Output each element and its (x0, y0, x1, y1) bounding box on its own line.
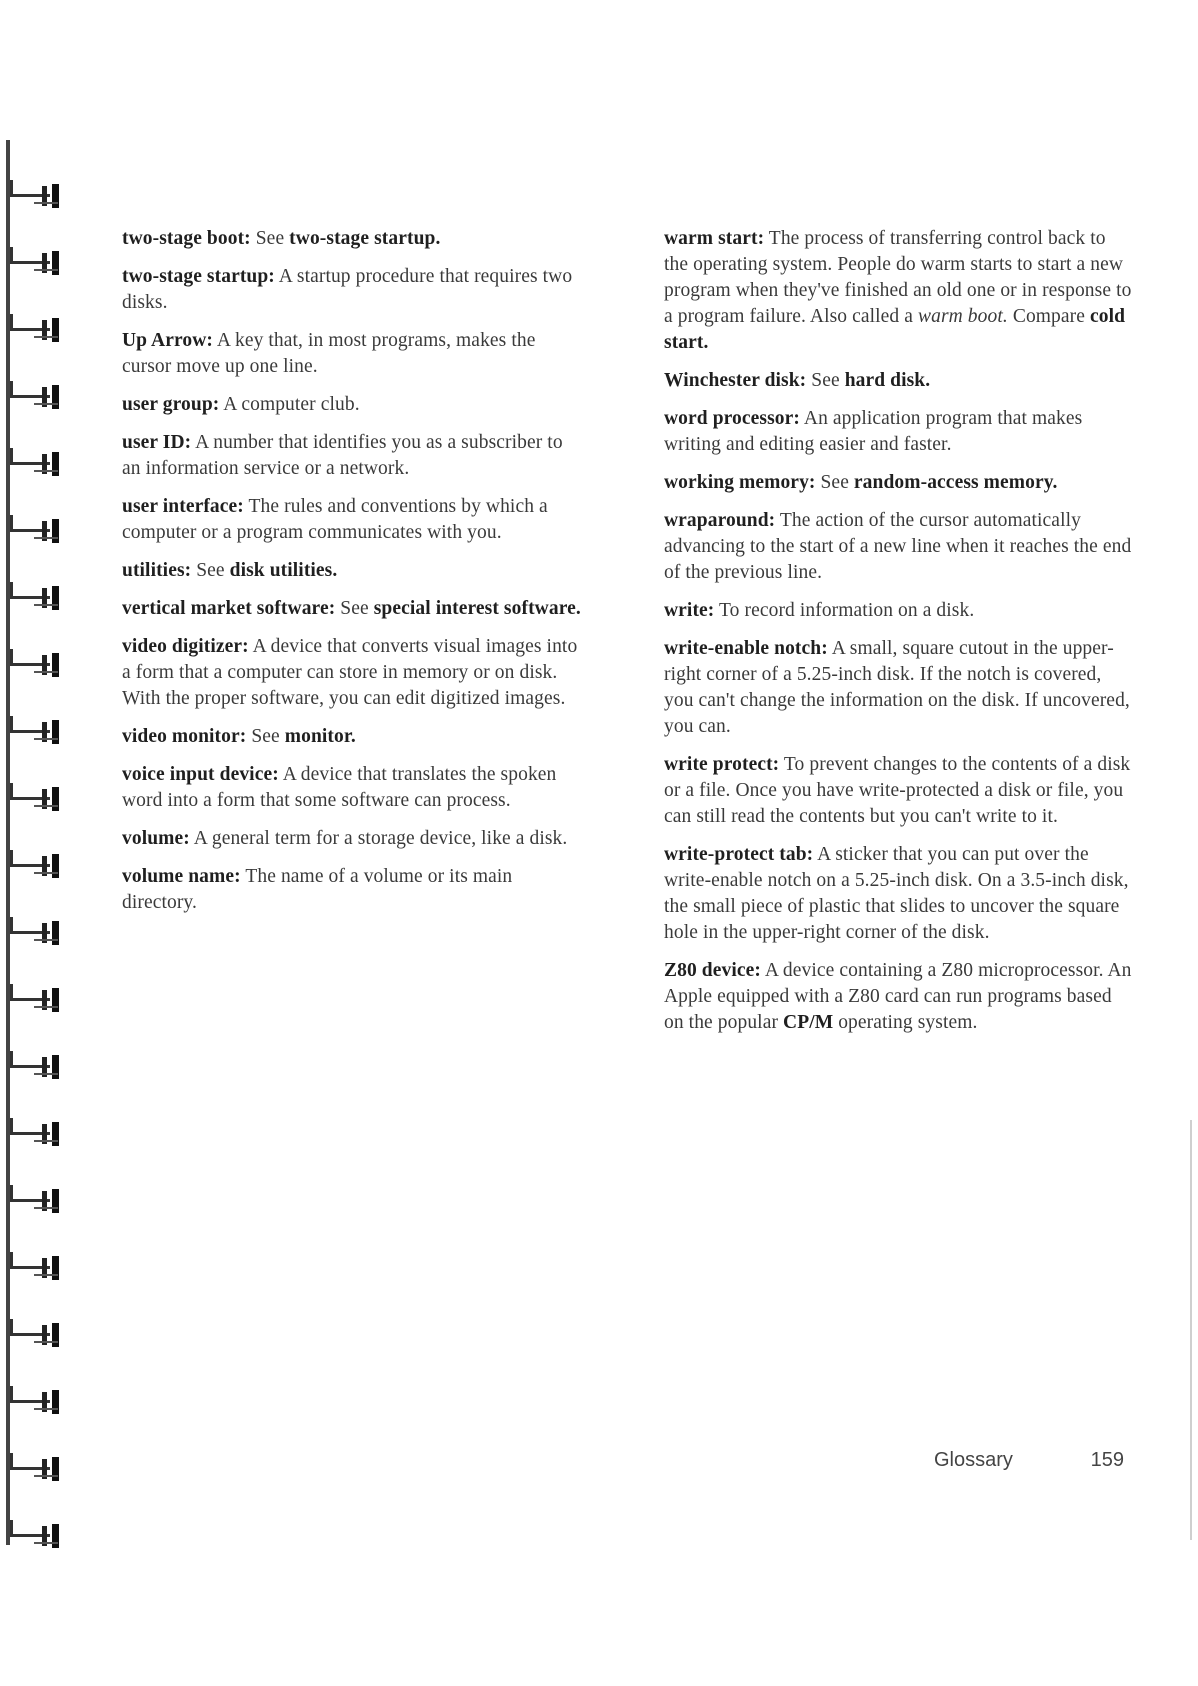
glossary-definition: See (815, 472, 854, 493)
binding-ring (6, 1185, 68, 1219)
glossary-definition: To record information on a disk. (714, 600, 975, 621)
glossary-term: user group: (122, 394, 220, 415)
glossary-entry (664, 508, 1134, 586)
cross-reference: hard disk. (844, 370, 931, 391)
binding-ring (6, 515, 68, 549)
glossary-entry (664, 368, 1134, 394)
binding-ring (6, 247, 68, 281)
glossary-term: Z80 device: (664, 960, 761, 981)
binding-ring (6, 1386, 68, 1420)
glossary-term: two-stage boot: (122, 228, 251, 249)
glossary-entry (122, 596, 584, 622)
glossary-term: volume: (122, 828, 190, 849)
glossary-definition: A number that identifies you as a subscriber to an information service or a network. (122, 432, 563, 479)
cross-reference: cold start. (664, 306, 1126, 353)
glossary-term: write-enable notch: (664, 638, 828, 659)
cross-reference: special interest software. (373, 598, 581, 619)
glossary-definition: A device that translates the spoken word into a form that some software can process. (122, 764, 557, 811)
cross-reference: disk utilities. (229, 560, 338, 581)
cross-reference: CP/M (783, 1012, 834, 1033)
binding-ring (6, 381, 68, 415)
glossary-term: write-protect tab: (664, 844, 814, 865)
glossary-definition: The process of transferring control back to the operating system. People do warm starts to start a new program when they've finished an old one or in response to a program failure. Also called a (664, 228, 1132, 327)
glossary-term: Winchester disk: (664, 370, 807, 391)
glossary-term: video digitizer: (122, 636, 249, 657)
glossary-entry (122, 864, 584, 916)
glossary-definition: See (250, 228, 290, 249)
glossary-definition: See (806, 370, 845, 391)
glossary-definition: To prevent changes to the contents of a disk or a file. Once you have write-protected a disk or file, you can still read the contents but you can't write to it. (664, 754, 1131, 827)
glossary-term: write protect: (664, 754, 780, 775)
binding-ring (6, 582, 68, 616)
glossary-entry (122, 264, 584, 316)
binding-ring (6, 649, 68, 683)
glossary-entry (122, 392, 584, 418)
binding-ring (6, 180, 68, 214)
glossary-definition: See (191, 560, 230, 581)
glossary-term: video monitor: (122, 726, 247, 747)
glossary-definition: The name of a volume or its main directory. (122, 866, 513, 913)
glossary-entry (122, 724, 584, 750)
binding-ring (6, 1051, 68, 1085)
binding-ring (6, 917, 68, 951)
glossary-entry (122, 826, 584, 852)
glossary-term: utilities: (122, 560, 192, 581)
binding-ring (6, 850, 68, 884)
glossary-column-left (122, 226, 584, 928)
glossary-entry (122, 634, 584, 712)
glossary-term: wraparound: (664, 510, 776, 531)
glossary-term: warm start: (664, 228, 765, 249)
glossary-term: Up Arrow: (122, 330, 213, 351)
glossary-term: two-stage startup: (122, 266, 275, 287)
glossary-term: write: (664, 600, 715, 621)
glossary-entry (664, 636, 1134, 740)
page-edge (1190, 1120, 1192, 1540)
cross-reference: random-access memory. (853, 472, 1058, 493)
glossary-definition: See (246, 726, 285, 747)
binding-ring (6, 1252, 68, 1286)
glossary-term: volume name: (122, 866, 241, 887)
glossary-entry (664, 958, 1134, 1036)
glossary-entry (122, 762, 584, 814)
glossary-entry (664, 842, 1134, 946)
glossary-definition: A general term for a storage device, like a disk. (189, 828, 568, 849)
spiral-binding (6, 140, 66, 1545)
glossary-term: word processor: (664, 408, 800, 429)
glossary-entry (664, 752, 1134, 830)
glossary-definition: A sticker that you can put over the write-enable notch on a 5.25-inch disk. On a 3.5-inch disk, the small piece of plastic that slides to uncover the square hole in the upper-right corner of the disk. (664, 844, 1129, 943)
binding-ring (6, 1118, 68, 1152)
glossary-definition: An application program that makes writing and editing easier and faster. (664, 408, 1083, 455)
glossary-entry (122, 328, 584, 380)
glossary-emphasis: warm boot. (918, 306, 1008, 327)
glossary-entry (664, 598, 1134, 624)
binding-ring (6, 448, 68, 482)
page-number: 159 (1090, 1449, 1124, 1471)
glossary-entry (122, 494, 584, 546)
glossary-entry (664, 226, 1134, 356)
cross-reference: two-stage startup. (289, 228, 441, 249)
glossary-term: user interface: (122, 496, 244, 517)
glossary-entry (122, 226, 584, 252)
glossary-term: user ID: (122, 432, 192, 453)
glossary-entry (122, 430, 584, 482)
glossary-definition: A small, square cutout in the upper-right corner of a 5.25-inch disk. If the notch is covered, you can't change the information on the disk. If uncovered, you can. (664, 638, 1130, 737)
binding-ring (6, 1319, 68, 1353)
cross-reference: monitor. (284, 726, 356, 747)
glossary-term: voice input device: (122, 764, 279, 785)
glossary-definition: A computer club. (219, 394, 360, 415)
glossary-entry (664, 406, 1134, 458)
glossary-definition: operating system. (833, 1012, 978, 1033)
glossary-definition: A device that converts visual images into a form that a computer can store in memory or on disk. With the proper software, you can edit digitized images. (122, 636, 578, 709)
binding-ring (6, 1453, 68, 1487)
binding-ring (6, 314, 68, 348)
glossary-column-right (664, 226, 1134, 1048)
binding-ring (6, 984, 68, 1018)
glossary-definition: Compare (1007, 306, 1090, 327)
glossary-definition: The rules and conventions by which a computer or a program communicates with you. (122, 496, 548, 543)
glossary-definition: A startup procedure that requires two disks. (122, 266, 573, 313)
glossary-definition: A device containing a Z80 microprocessor. An Apple equipped with a Z80 card can run programs based on the popular (664, 960, 1132, 1033)
glossary-definition: A key that, in most programs, makes the cursor move up one line. (122, 330, 536, 377)
glossary-term: vertical market software: (122, 598, 336, 619)
binding-ring (6, 783, 68, 817)
glossary-definition: See (335, 598, 374, 619)
footer-section-title: Glossary (934, 1449, 1013, 1471)
glossary-entry (664, 470, 1134, 496)
binding-ring (6, 1520, 68, 1554)
glossary-term: working memory: (664, 472, 816, 493)
glossary-definition: The action of the cursor automatically advancing to the start of a new line when it reaches the end of the previous line. (664, 510, 1132, 583)
binding-ring (6, 716, 68, 750)
glossary-entry (122, 558, 584, 584)
